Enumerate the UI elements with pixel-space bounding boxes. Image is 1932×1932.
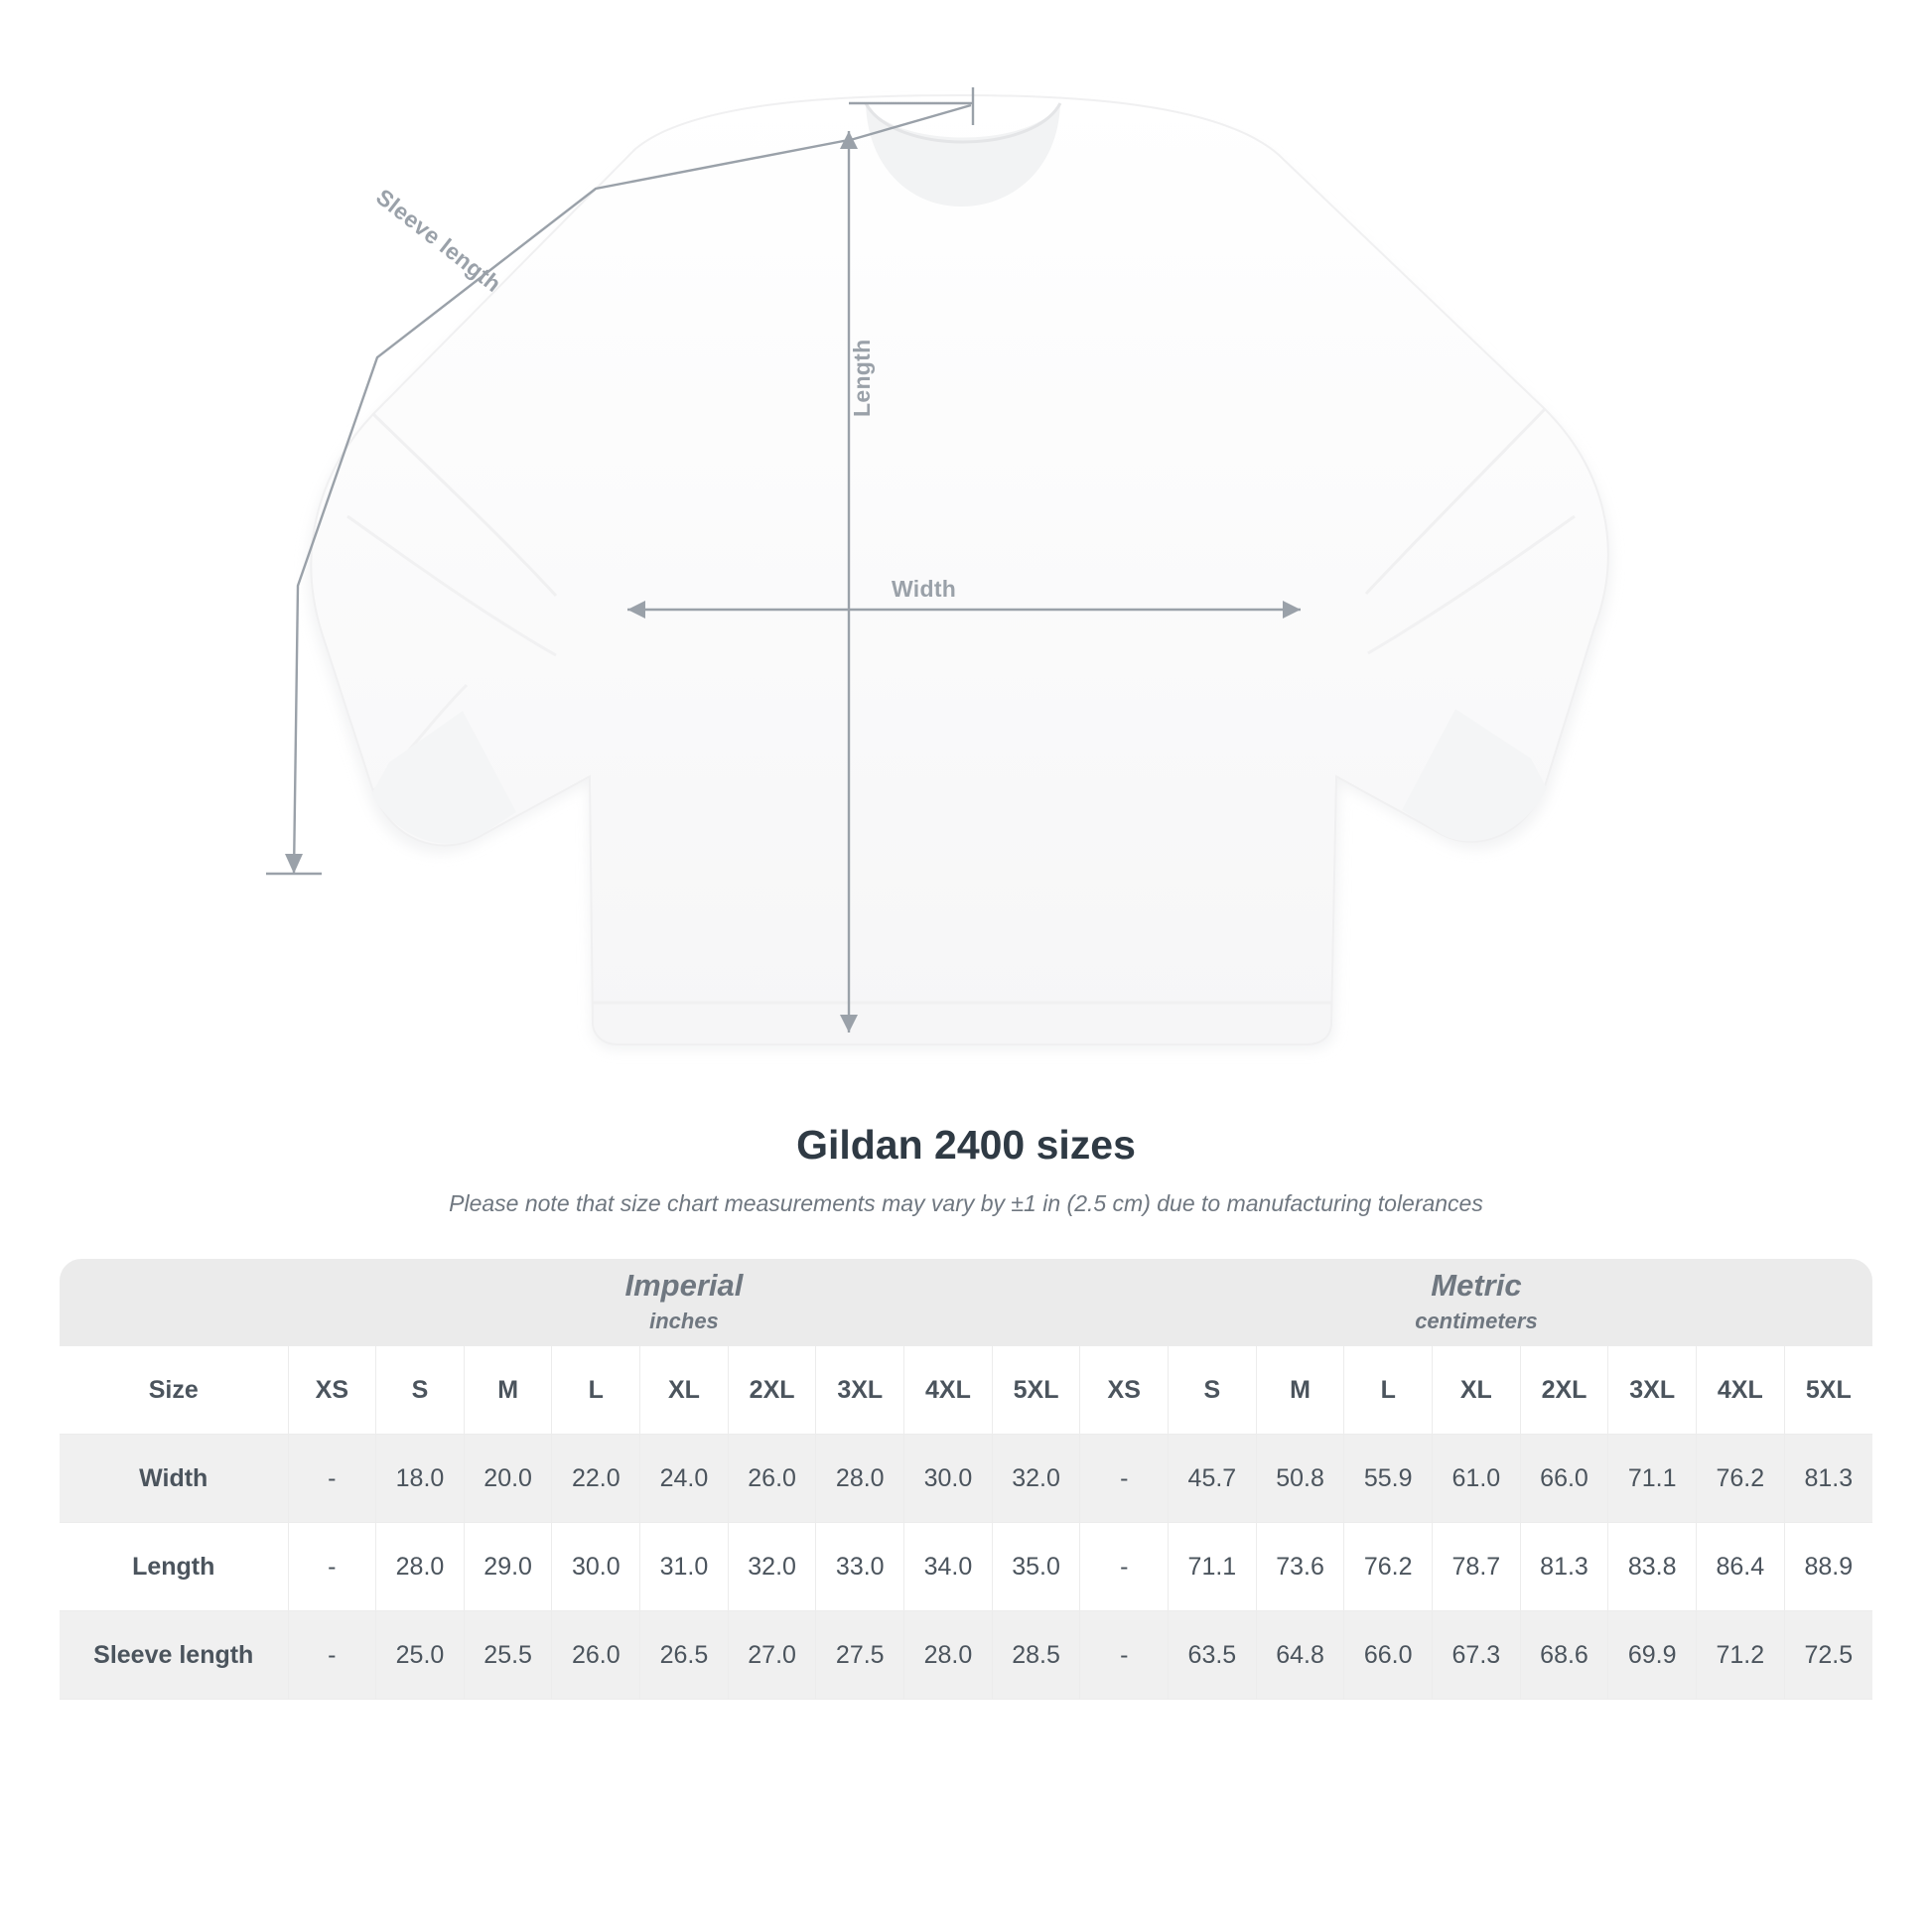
cell-length-met-2: 73.6 [1256,1523,1344,1611]
cell-sleeve-met-0: - [1080,1611,1169,1700]
shirt-body [311,95,1607,1044]
header-size-imp-8: 5XL [992,1346,1080,1435]
header-size: Size [60,1346,288,1435]
cell-width-met-2: 50.8 [1256,1435,1344,1523]
cell-length-imp-3: 30.0 [552,1523,640,1611]
row-label-length: Length [60,1523,288,1611]
unit-group-imperial-name: Imperial [624,1267,744,1303]
size-header-row [60,1346,1872,1435]
cell-sleeve-met-3: 66.0 [1344,1611,1433,1700]
unit-header-row [60,1259,1872,1346]
cell-length-imp-0: - [288,1523,376,1611]
cell-sleeve-imp-6: 27.5 [816,1611,904,1700]
header-size-imp-3: L [552,1346,640,1435]
cell-sleeve-met-5: 68.6 [1520,1611,1608,1700]
header-size-met-1: S [1169,1346,1257,1435]
cell-width-imp-5: 26.0 [728,1435,816,1523]
cell-sleeve-met-4: 67.3 [1433,1611,1521,1700]
cell-width-imp-0: - [288,1435,376,1523]
row-label-sleeve-length: Sleeve length [60,1611,288,1700]
cell-sleeve-imp-5: 27.0 [728,1611,816,1700]
cell-width-imp-4: 24.0 [640,1435,729,1523]
width-label: Width [892,576,957,602]
cell-length-met-4: 78.7 [1433,1523,1521,1611]
unit-group-metric [1080,1259,1872,1346]
cell-sleeve-imp-8: 28.5 [992,1611,1080,1700]
unit-spacer-cell [60,1259,288,1346]
cell-width-imp-3: 22.0 [552,1435,640,1523]
cell-sleeve-imp-4: 26.5 [640,1611,729,1700]
cell-width-met-4: 61.0 [1433,1435,1521,1523]
row-label-width: Width [60,1435,288,1523]
header-size-met-5: 2XL [1520,1346,1608,1435]
cell-length-imp-8: 35.0 [992,1523,1080,1611]
tolerance-note: Please note that size chart measurements may vary by ±1 in (2.5 cm) due to manufacturing tolerances [449,1190,1483,1216]
cell-length-imp-6: 33.0 [816,1523,904,1611]
sleeve-length-label: Sleeve length [370,184,506,298]
sleeve-arrow-head [285,854,303,874]
table-row [60,1435,1872,1523]
header-size-imp-7: 4XL [904,1346,993,1435]
cell-length-imp-1: 28.0 [376,1523,465,1611]
unit-group-imperial [288,1259,1080,1346]
header-size-imp-4: XL [640,1346,729,1435]
cell-length-met-3: 76.2 [1344,1523,1433,1611]
cell-length-met-5: 81.3 [1520,1523,1608,1611]
cell-width-met-1: 45.7 [1169,1435,1257,1523]
cell-width-imp-1: 18.0 [376,1435,465,1523]
header-size-imp-0: XS [288,1346,376,1435]
unit-group-imperial-sub: inches [649,1309,719,1333]
cell-width-imp-6: 28.0 [816,1435,904,1523]
header-size-imp-1: S [376,1346,465,1435]
size-table [60,1259,1872,1700]
cell-width-met-5: 66.0 [1520,1435,1608,1523]
cell-sleeve-met-1: 63.5 [1169,1611,1257,1700]
cell-sleeve-imp-3: 26.0 [552,1611,640,1700]
cell-length-met-0: - [1080,1523,1169,1611]
cell-width-met-6: 71.1 [1608,1435,1697,1523]
cell-width-met-7: 76.2 [1697,1435,1785,1523]
table-row [60,1611,1872,1700]
cell-sleeve-imp-7: 28.0 [904,1611,993,1700]
cell-sleeve-imp-2: 25.5 [464,1611,552,1700]
cell-sleeve-imp-1: 25.0 [376,1611,465,1700]
header-size-met-4: XL [1433,1346,1521,1435]
cell-sleeve-met-8: 72.5 [1784,1611,1872,1700]
cell-width-imp-7: 30.0 [904,1435,993,1523]
cell-width-met-8: 81.3 [1784,1435,1872,1523]
cell-sleeve-imp-0: - [288,1611,376,1700]
header-size-met-8: 5XL [1784,1346,1872,1435]
cell-length-met-7: 86.4 [1697,1523,1785,1611]
size-table-wrapper [60,1259,1872,1700]
header-size-met-7: 4XL [1697,1346,1785,1435]
title-block [0,1122,1932,1217]
header-size-met-0: XS [1080,1346,1169,1435]
page-title: Gildan 2400 sizes [796,1122,1136,1168]
header-size-imp-6: 3XL [816,1346,904,1435]
cell-sleeve-met-7: 71.2 [1697,1611,1785,1700]
header-size-met-3: L [1344,1346,1433,1435]
cell-width-met-3: 55.9 [1344,1435,1433,1523]
cell-length-imp-4: 31.0 [640,1523,729,1611]
cell-length-imp-5: 32.0 [728,1523,816,1611]
cell-length-met-8: 88.9 [1784,1523,1872,1611]
unit-group-metric-name: Metric [1431,1267,1522,1303]
header-size-met-6: 3XL [1608,1346,1697,1435]
length-label: Length [849,339,875,417]
cell-length-imp-2: 29.0 [464,1523,552,1611]
header-size-imp-5: 2XL [728,1346,816,1435]
cell-sleeve-met-6: 69.9 [1608,1611,1697,1700]
cell-length-imp-7: 34.0 [904,1523,993,1611]
table-row [60,1523,1872,1611]
header-size-met-2: M [1256,1346,1344,1435]
cell-sleeve-met-2: 64.8 [1256,1611,1344,1700]
cell-width-imp-2: 20.0 [464,1435,552,1523]
unit-group-metric-sub: centimeters [1415,1309,1538,1333]
cell-length-met-1: 71.1 [1169,1523,1257,1611]
cell-width-met-0: - [1080,1435,1169,1523]
cell-width-imp-8: 32.0 [992,1435,1080,1523]
cell-length-met-6: 83.8 [1608,1523,1697,1611]
header-size-imp-2: M [464,1346,552,1435]
